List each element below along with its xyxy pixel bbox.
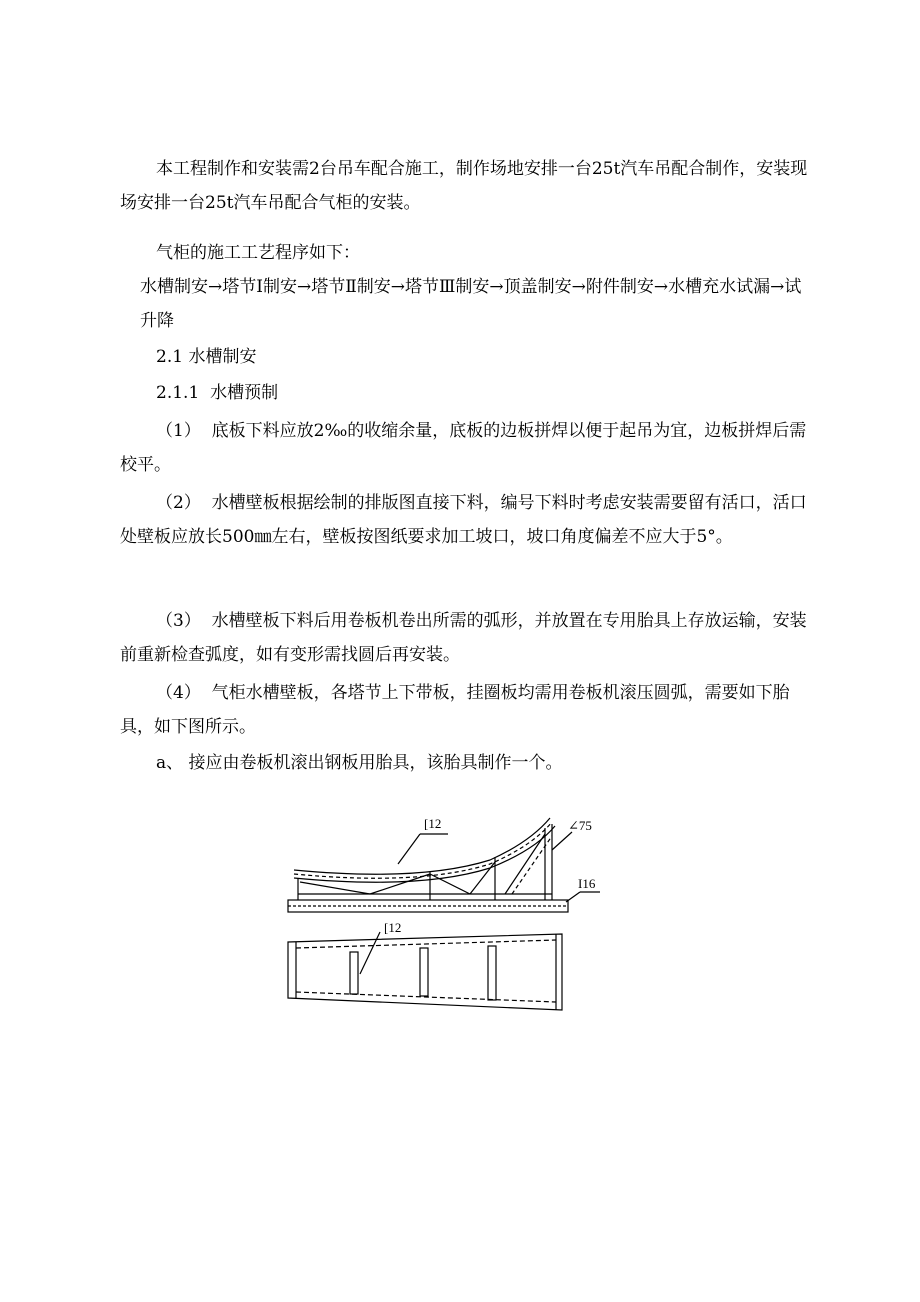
leader-channel-bottom xyxy=(360,932,380,974)
curved-channel-outer xyxy=(294,818,550,874)
section-heading-2-1-1: 2.1.1 水槽预制 xyxy=(156,383,279,403)
leader-ibeam xyxy=(566,892,580,902)
brace-5 xyxy=(505,834,545,894)
leader-angle xyxy=(552,832,572,850)
leader-channel-top xyxy=(398,834,420,864)
curved-channel-dashed xyxy=(294,822,552,878)
brace-1 xyxy=(300,882,370,894)
plan-crossbar-3 xyxy=(488,946,496,1000)
label-channel-bottom: [12 xyxy=(384,920,402,935)
plan-crossbar-1 xyxy=(350,952,358,994)
paragraph-cranes: 本工程制作和安装需2台吊车配合施工，制作场地安排一台25t汽车吊配合制作，安装现场安排一台25t汽车吊配合气柜的安装。 xyxy=(120,159,808,213)
paragraph-item-4: （4） 气柜水槽壁板，各塔节上下带板，挂圈板均需用卷板机滚压圆弧，需要如下胎具，如下图所示。 xyxy=(120,683,790,737)
jig-drawing xyxy=(280,812,600,1022)
paragraph-item-a: a、 接应由卷板机滚出钢板用胎具，该胎具制作一个。 xyxy=(156,753,563,773)
plan-outline xyxy=(288,934,562,1010)
section-heading-2-1: 2.1 水槽制安 xyxy=(156,347,257,367)
plan-crossbar-2 xyxy=(420,948,428,996)
label-channel-top: [12 xyxy=(424,816,442,831)
label-angle: ∠75 xyxy=(568,818,592,833)
brace-2 xyxy=(370,874,430,894)
paragraph-item-2: （2） 水槽壁板根据绘制的排版图直接下料，编号下料时考虑安装需要留有活口，活口处壁板应放长500㎜左右，壁板按图纸要求加工坡口，坡口角度偏差不应大于5°。 xyxy=(120,493,807,547)
jig-drawing-svg xyxy=(280,812,600,1022)
paragraph-item-1: （1） 底板下料应放2‰的收缩余量，底板的边板拼焊以便于起吊为宜，边板拼焊后需校平。 xyxy=(120,421,807,475)
label-ibeam: I16 xyxy=(578,876,596,891)
paragraph-item-3: （3） 水槽壁板下料后用卷板机卷出所需的弧形，并放置在专用胎具上存放运输，安装前重新检查弧度，如有变形需找圆后再安装。 xyxy=(120,611,807,665)
paragraph-process-intro: 气柜的施工工艺程序如下： xyxy=(156,243,360,263)
paragraph-process-flow: 水槽制安→塔节Ⅰ制安→塔节Ⅱ制安→塔节Ⅲ制安→顶盖制安→附件制安→水槽充水试漏→试升降 xyxy=(140,277,802,331)
